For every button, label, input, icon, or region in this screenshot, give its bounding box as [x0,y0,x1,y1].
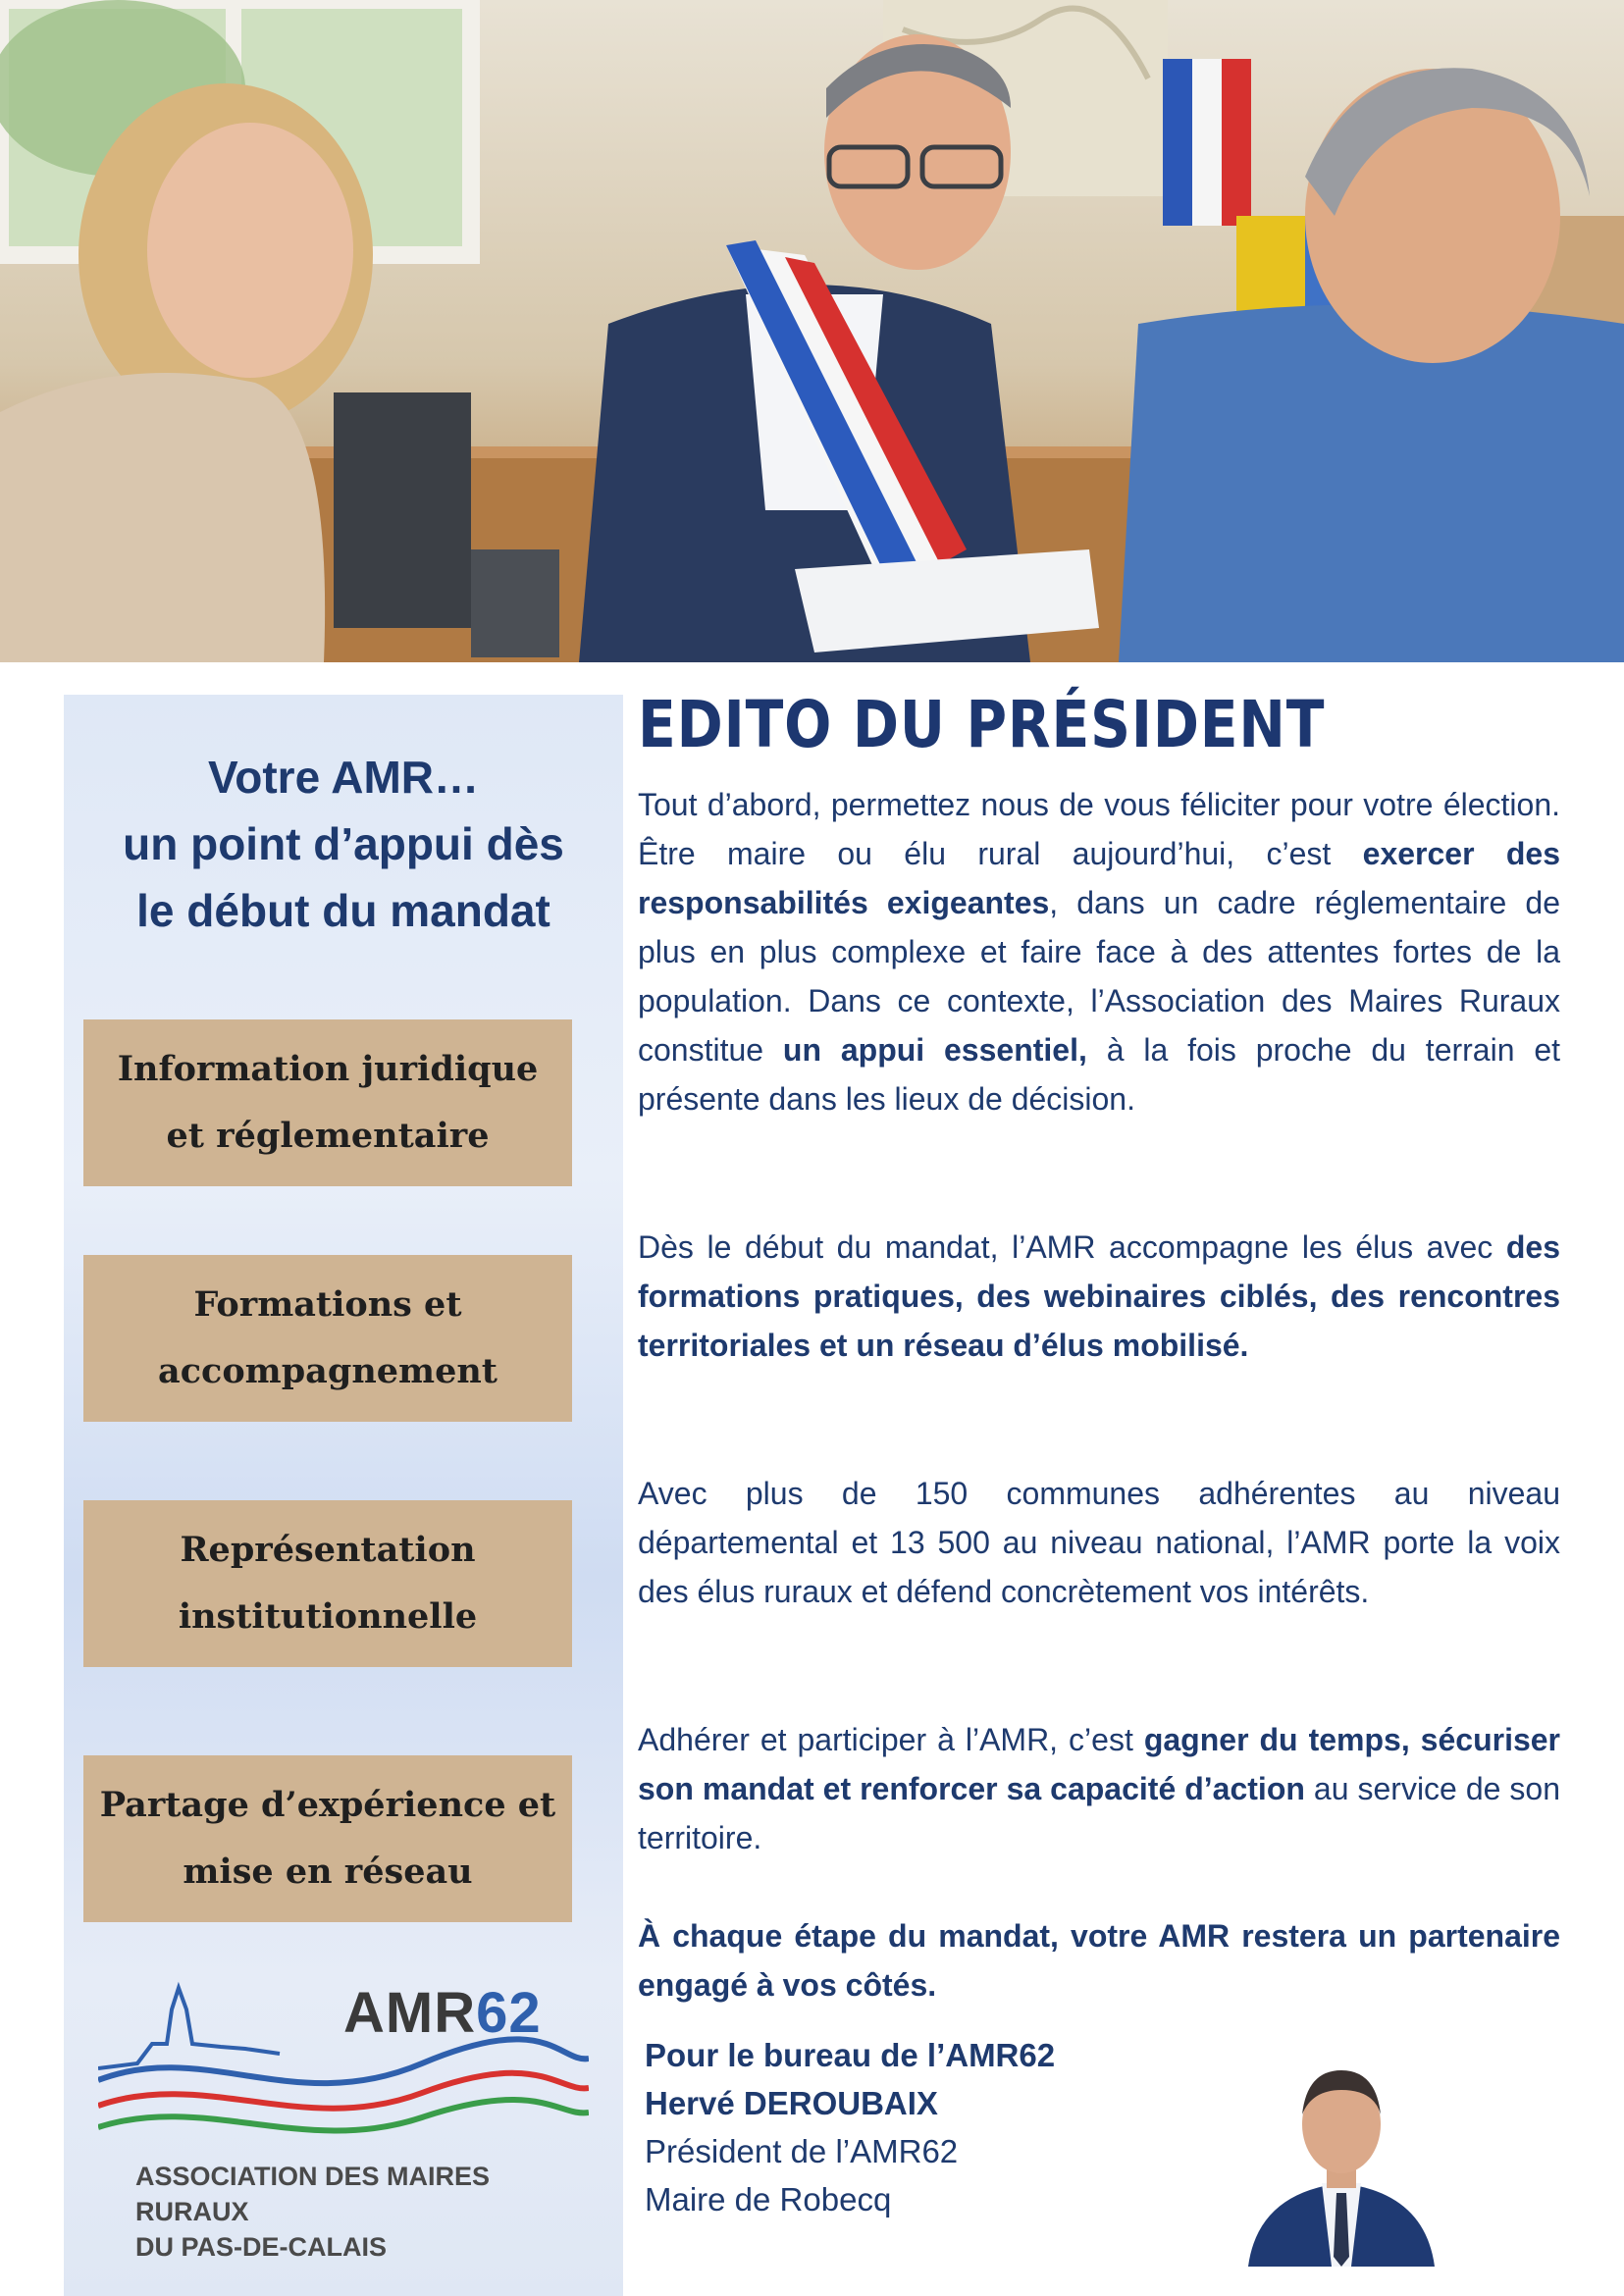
paragraph-benefits [638,1715,1560,1862]
paragraph-text: Dès le début du mandat, l’AMR accompagne les élus avec [638,1229,1506,1265]
service-box-line: Partage d’expérience et [99,1785,556,1825]
logo-wordmark [343,1980,542,2046]
hero-photo [0,0,1624,662]
logo-wordmark-suffix: 62 [476,1981,542,2045]
meeting-illustration [0,0,1624,662]
service-box-line: et réglementaire [166,1116,490,1156]
service-box-training [83,1255,572,1422]
signature-line-mayor: Maire de Robecq [645,2181,892,2218]
sidebar-title-line: Votre AMR… [208,752,479,803]
service-box-line: Représentation [180,1530,476,1570]
paragraph-emphasis: gagner du temps, sécuriser son mandat et renforcer sa capacité d’action [638,1722,1561,1806]
signature-line-role: Président de l’AMR62 [645,2133,959,2169]
logo-subtitle-line: DU PAS-DE-CALAIS [135,2232,387,2262]
paragraph-emphasis: À chaque étape du mandat, votre AMR restera un partenaire engagé à vos côtés. [638,1918,1560,2003]
service-box-line: Information juridique [117,1049,539,1089]
paragraph-emphasis: exercer des responsabilités exigeantes [638,836,1561,920]
service-box-representation [83,1500,572,1667]
paragraph-emphasis: un appui essentiel, [782,1032,1087,1068]
portrait-photo-icon [1238,2046,1444,2267]
service-box-network [83,1755,572,1922]
paragraph-text: , dans un cadre réglementaire de plus en plus complexe et faire face à des attentes fortes de la population. Dans ce contexte, l’Association des Maires Ruraux constitue [638,885,1560,1068]
service-box-legal [83,1019,572,1186]
page-title: EDITO DU PRÉSIDENT [638,687,1326,762]
paragraph-text: Adhérer et participer à l’AMR, c’est [638,1722,1144,1757]
president-portrait [1238,2046,1444,2267]
paragraph-emphasis: des formations pratiques, des webinaires ciblés, des rencontres territoriales et un réseau d’élus mobilisé. [638,1229,1560,1363]
sidebar-title-line: le début du mandat [136,885,550,936]
sidebar-panel [64,695,623,2296]
paragraph-text: à la fois proche du terrain et présente dans les lieux de décision. [638,1032,1561,1117]
signature-block [645,2031,1055,2223]
paragraph-text: Tout d’abord, permettez nous de vous féliciter pour votre élection. Être maire ou élu rural aujourd’hui, c’est [638,787,1560,871]
paragraph-closing [638,1911,1560,2009]
service-box-line: institutionnelle [178,1596,478,1637]
signature-line-bureau: Pour le bureau de l’AMR62 [645,2037,1056,2073]
sidebar-title-line: un point d’appui dès [123,818,564,869]
paragraph-membership [638,1469,1560,1616]
service-box-line: Formations et [193,1284,462,1325]
logo-wordmark-prefix: AMR [343,1981,477,2045]
paragraph-intro [638,780,1560,1123]
paragraph-text: au service de son territoire. [638,1771,1561,1855]
sidebar-title [64,744,623,944]
signature-line-name: Hervé DEROUBAIX [645,2085,938,2121]
service-box-line: accompagnement [158,1351,498,1391]
service-box-line: mise en réseau [183,1852,473,1892]
paragraph-text: Avec plus de 150 communes adhérentes au niveau départemental et 13 500 au niveau national, l’AMR porte la voix des élus ruraux et défend concrètement vos intérêts. [638,1476,1560,1609]
logo-subtitle-line: ASSOCIATION DES MAIRES RURAUX [135,2162,491,2226]
logo-subtitle [135,2159,589,2265]
amr62-logo [98,1970,589,2265]
paragraph-support [638,1223,1560,1370]
